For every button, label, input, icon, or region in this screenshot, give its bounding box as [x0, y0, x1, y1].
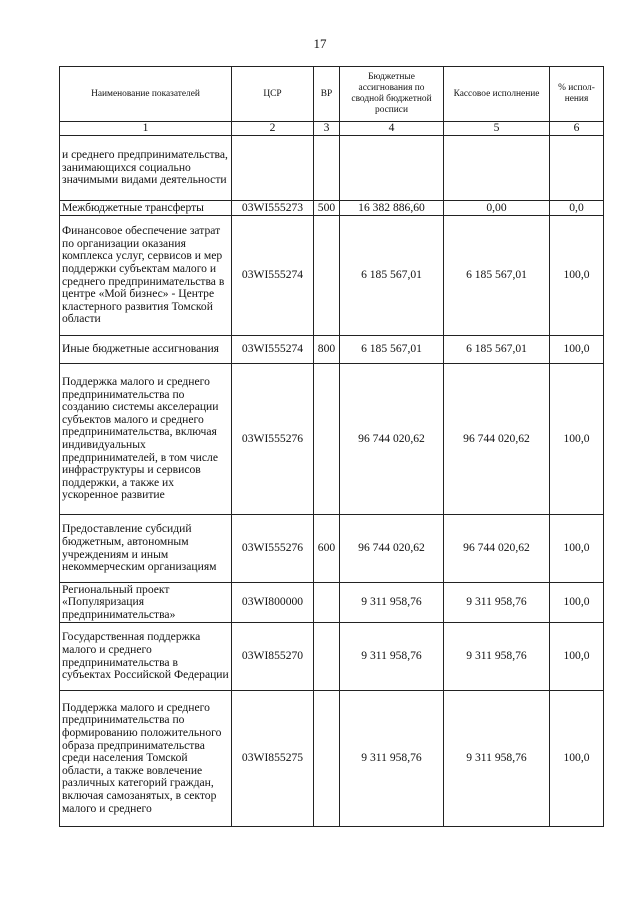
row-vr: 500: [314, 201, 340, 216]
header-vr: ВР: [314, 67, 340, 122]
row-csr: 03WI555276: [232, 515, 314, 583]
row-percent: 100,0: [550, 515, 604, 583]
row-vr: 800: [314, 336, 340, 364]
row-execution: 6 185 567,01: [444, 336, 550, 364]
row-percent: 100,0: [550, 216, 604, 336]
row-vr: [314, 216, 340, 336]
row-vr: [314, 623, 340, 691]
row-name: Финансовое обеспечение затрат по организации оказания комплекса услуг, сервисов и мер поддержки субъектам малого и среднего предпринимательства в центре «Мой бизнес» - Центре кластерного развития Томской области: [60, 216, 232, 336]
row-name: Поддержка малого и среднего предпринимательства по созданию системы акселерации субъектов малого и среднего предпринимательства, включая индивидуальных предпринимателей, в том числе инфраструктуры и сервисов поддержки, а также их ускоренное развитие: [60, 364, 232, 515]
header-percent: % испол-нения: [550, 67, 604, 122]
row-allocations: 16 382 886,60: [340, 201, 444, 216]
row-name: и среднего предпринимательства, занимающихся социально значимыми видами деятельности: [60, 136, 232, 201]
header-indicator-name: Наименование показателей: [60, 67, 232, 122]
table-header-row: [60, 67, 604, 122]
row-execution: 6 185 567,01: [444, 216, 550, 336]
table-row: [60, 691, 604, 827]
table-row: [60, 336, 604, 364]
row-percent: 100,0: [550, 583, 604, 623]
row-execution: 9 311 958,76: [444, 623, 550, 691]
row-csr: 03WI855270: [232, 623, 314, 691]
column-number: 1: [60, 122, 232, 136]
column-number: 6: [550, 122, 604, 136]
row-name: Межбюджетные трансферты: [60, 201, 232, 216]
row-name: Поддержка малого и среднего предпринимательства по формированию положительного образа предпринимательства среди населения Томской области, а также вовлечение различных категорий граждан, включая самозанятых, в сектор малого и среднего: [60, 691, 232, 827]
row-name: Иные бюджетные ассигнования: [60, 336, 232, 364]
row-percent: 100,0: [550, 623, 604, 691]
row-csr: 03WI555274: [232, 336, 314, 364]
row-allocations: 9 311 958,76: [340, 691, 444, 827]
row-execution: 96 744 020,62: [444, 515, 550, 583]
row-name: Государственная поддержка малого и среднего предпринимательства в субъектах Российской Федерации: [60, 623, 232, 691]
row-allocations: 6 185 567,01: [340, 216, 444, 336]
row-allocations: 6 185 567,01: [340, 336, 444, 364]
row-allocations: 9 311 958,76: [340, 623, 444, 691]
row-vr: [314, 583, 340, 623]
table-row: [60, 201, 604, 216]
budget-execution-table: [59, 66, 604, 827]
header-allocations: Бюджетные ассигнования по сводной бюджетной росписи: [340, 67, 444, 122]
row-percent: 100,0: [550, 336, 604, 364]
column-number: 2: [232, 122, 314, 136]
header-execution: Кассовое исполнение: [444, 67, 550, 122]
row-percent: 100,0: [550, 691, 604, 827]
row-csr: 03WI855275: [232, 691, 314, 827]
row-percent: [550, 136, 604, 201]
row-execution: 9 311 958,76: [444, 583, 550, 623]
table-row: [60, 364, 604, 515]
header-csr: ЦСР: [232, 67, 314, 122]
row-execution: 9 311 958,76: [444, 691, 550, 827]
row-allocations: 96 744 020,62: [340, 515, 444, 583]
row-csr: [232, 136, 314, 201]
row-execution: 96 744 020,62: [444, 364, 550, 515]
table-row: [60, 623, 604, 691]
row-vr: [314, 364, 340, 515]
table-row: [60, 515, 604, 583]
column-number: 5: [444, 122, 550, 136]
row-csr: 03WI555273: [232, 201, 314, 216]
row-percent: 0,0: [550, 201, 604, 216]
column-number-row: [60, 122, 604, 136]
row-allocations: [340, 136, 444, 201]
column-number: 4: [340, 122, 444, 136]
row-csr: 03WI555276: [232, 364, 314, 515]
row-execution: [444, 136, 550, 201]
row-csr: 03WI555274: [232, 216, 314, 336]
row-allocations: 9 311 958,76: [340, 583, 444, 623]
row-allocations: 96 744 020,62: [340, 364, 444, 515]
row-execution: 0,00: [444, 201, 550, 216]
row-percent: 100,0: [550, 364, 604, 515]
row-name: Региональный проект «Популяризация предпринимательства»: [60, 583, 232, 623]
table-row: [60, 216, 604, 336]
row-csr: 03WI800000: [232, 583, 314, 623]
column-number: 3: [314, 122, 340, 136]
row-vr: [314, 136, 340, 201]
page-number: 17: [313, 36, 327, 51]
row-name: Предоставление субсидий бюджетным, автономным учреждениям и иным некоммерческим организациям: [60, 515, 232, 583]
table-row: [60, 136, 604, 201]
row-vr: [314, 691, 340, 827]
table-row: [60, 583, 604, 623]
row-vr: 600: [314, 515, 340, 583]
